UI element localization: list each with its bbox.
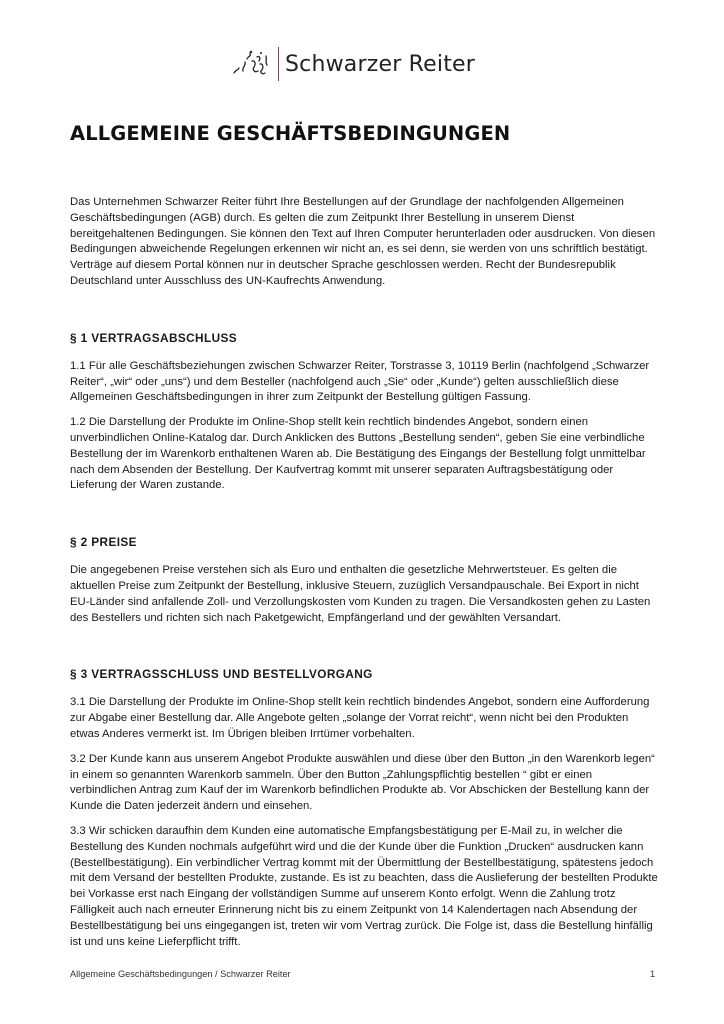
logo-divider <box>278 47 279 81</box>
section-paragraph: 1.2 Die Darstellung der Produkte im Online-Shop stellt kein rechtlich bindendes Angebot, sondern einen unverbindlichen Online-Katalog dar. Durch Anklicken des Buttons „Bestellung senden“, geben Sie eine verbindliche Bestellung der im Warenkorb enthaltenen Waren ab. Die Bestätigung des Eingangs der Bestellung folgt unmittelbar nach dem Absenden der Bestellung. Der Kaufvertrag kommt mit unserer separaten Auftragsbestätigung oder Lieferung der Waren zustande. <box>70 416 646 492</box>
section-heading: § 1 VERTRAGSABSCHLUSS <box>70 330 238 345</box>
document-title: ALLGEMEINE GESCHÄFTSBEDINGUNGEN <box>70 122 511 145</box>
horse-rider-logo-icon <box>230 47 274 81</box>
section-heading: § 3 VERTRAGSSCHLUSS UND BESTELLVORGANG <box>70 667 373 682</box>
intro-paragraph: Das Unternehmen Schwarzer Reiter führt Ihre Bestellungen auf der Grundlage der nachfolgenden Allgemeinen Geschäftsbedingungen (AGB) durch. Es gelten die zum Zeitpunkt Ihrer Bestellung in unserem Dienst bereitgehaltenen Bedingungen. Sie können den Text auf Ihren Computer herunterladen oder ausdrucken. Von diesen Bedingungen abweichende Regelungen erkennen wir nicht an, es sei denn, sie werden von uns schriftlich bestätigt. Verträge auf diesem Portal können nur in deutscher Sprache geschlossen werden. Recht der Bundesrepublik Deutschland unter Ausschluss des UN-Kaufrechts Anwendung. <box>70 196 656 287</box>
footer-text: Allgemeine Geschäftsbedingungen / Schwarzer Reiter <box>70 969 291 979</box>
page-number: 1 <box>650 969 656 979</box>
brand-logo <box>230 44 475 84</box>
logo-wordmark: Schwarzer Reiter <box>285 51 475 77</box>
document-body <box>70 195 660 950</box>
section-paragraph: Die angegebenen Preise verstehen sich als Euro und enthalten die gesetzliche Mehrwertsteuer. Es gelten die aktuellen Preise zum Zeitpunkt der Bestellung, inklusive Steuern, zuzüglich Versandpauschale. Bei Export in nicht EU-Länder sind anfallende Zoll- und Verzollungskosten vom Kunden zu tragen. Die Versandkosten gehen zu Lasten des Bestellers und richten sich nach Paketgewicht, Empfängerland und der gewählten Versandart. <box>70 564 651 624</box>
section-heading: § 2 PREISE <box>70 535 137 550</box>
section-paragraph: 3.2 Der Kunde kann aus unserem Angebot Produkte auswählen und diese über den Button „in den Warenkorb legen“ in einem so genannten Warenkorb sammeln. Über den Button „Zahlungspflichtig bestellen “ gibt er einen verbindlichen Antrag zum Kauf der im Warenkorb befindlichen Produkte ab. Vor Abschicken der Bestellung kann der Kunde die Daten jederzeit ändern und einsehen. <box>70 752 655 813</box>
section-paragraph: 3.3 Wir schicken daraufhin dem Kunden eine automatische Empfangsbestätigung per E-Mail zu, in welcher die Bestellung des Kunden nochmals aufgeführt wird und die der Kunde über die Funktion „Drucken“ ausdrucken kann (Bestellbestätigung). Ein verbindlicher Vertrag kommt mit der Übermittlung der Bestellbestätigung, spätestens jedoch mit dem Versand der bestellten Produkte, zustande. Es ist zu beachten, dass die Auslieferung der bestellten Produkte bei Vorkasse erst nach Eingang der vollständigen Summe auf unserem Konto erfolgt. Wenn die Zahlung trotz Fälligkeit auch nach erneuter Erinnerung nicht bis zu einem Zeitpunkt von 14 Kalendertagen nach Absendung der Bestellbestätigung bei uns eingegangen ist, treten wir vom Vertrag zurück. Die Folge ist, dass die Bestellung hinfällig ist und uns keine Lieferpflicht trifft. <box>70 824 658 948</box>
section-paragraph: 3.1 Die Darstellung der Produkte im Online-Shop stellt kein rechtlich bindendes Angebot, sondern eine Aufforderung zur Abgabe einer Bestellung dar. Alle Angebote gelten „solange der Vorrat reicht“, wenn nicht bei den Produkten etwas Anderes vermerkt ist. Im Übrigen bleiben Irrtümer vorbehalten. <box>70 696 650 740</box>
section-paragraph: 1.1 Für alle Geschäftsbeziehungen zwischen Schwarzer Reiter, Torstrasse 3, 10119 Berlin (nachfolgend „Schwarzer Reiter“, „wir“ oder „uns“) und dem Besteller (nachfolgend auch „Sie“ oder „Kunde“) gelten ausschließlich diese Allgemeinen Geschäftsbedingungen in ihrer zum Zeitpunkt der Bestellung gültigen Fassung. <box>70 359 650 404</box>
